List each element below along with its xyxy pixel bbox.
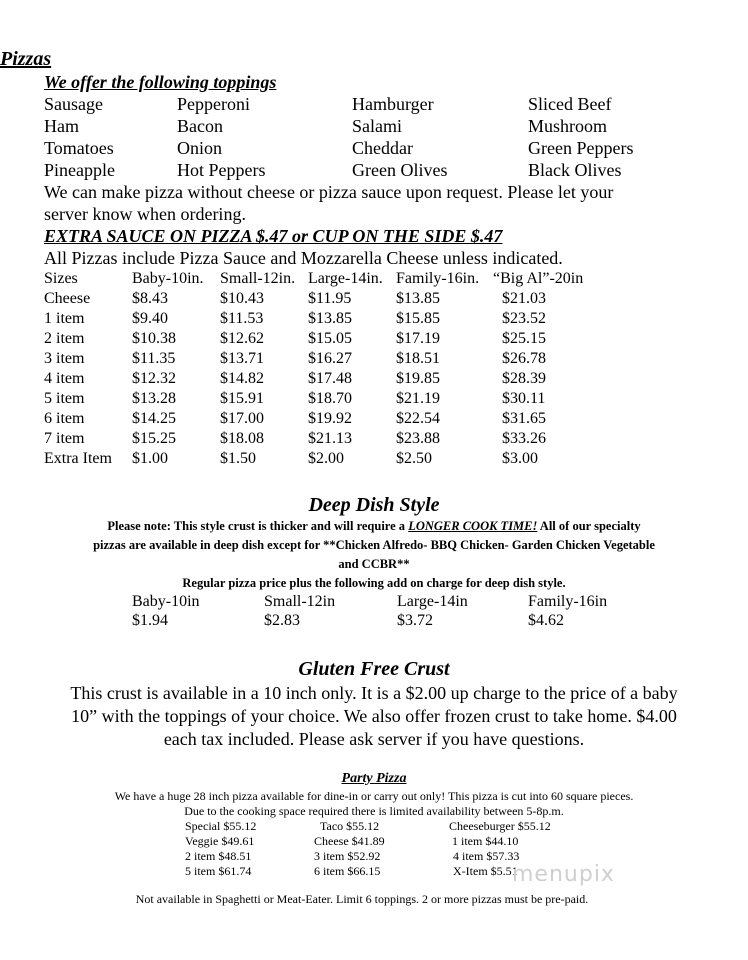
price-cell: $15.05 (308, 330, 352, 347)
deep-dish-note-3: and CCBR** (338, 557, 410, 571)
price-cell: $28.39 (502, 370, 546, 387)
party-item: 2 item $48.51 (185, 849, 252, 863)
price-cell: $25.15 (502, 330, 546, 347)
size-label: Family-16in (528, 593, 608, 610)
price-cell: $23.88 (396, 430, 440, 447)
party-item: 3 item $52.92 (314, 849, 381, 863)
price-cell: $1.94 (132, 612, 168, 629)
price-cell: $10.43 (220, 290, 264, 307)
price-cell: $11.95 (308, 290, 352, 307)
price-cell: $18.51 (396, 350, 440, 367)
price-cell: $23.52 (502, 310, 546, 327)
column-header: Family-16in. (396, 270, 480, 287)
menupix-watermark: menupix (512, 862, 615, 887)
price-cell: $18.70 (308, 390, 352, 407)
gluten-free-title: Gluten Free Crust (298, 658, 450, 680)
price-cell: $26.78 (502, 350, 546, 367)
price-cell: $31.65 (502, 410, 546, 427)
topping: Green Olives (352, 160, 448, 180)
topping: Tomatoes (44, 138, 114, 158)
party-item: 4 item $57.33 (453, 849, 520, 863)
row-label: 2 item (44, 330, 85, 347)
price-cell: $33.26 (502, 430, 546, 447)
party-pizza-title: Party Pizza (341, 771, 407, 786)
price-cell: $2.00 (308, 450, 344, 467)
price-cell: $12.32 (132, 370, 176, 387)
deep-dish-note-suffix: All of our specialty (537, 519, 641, 533)
toppings-heading: We offer the following toppings (44, 72, 277, 92)
topping: Cheddar (352, 138, 413, 158)
price-cell: $12.62 (220, 330, 264, 347)
price-cell: $3.00 (502, 450, 538, 467)
topping: Ham (44, 116, 79, 136)
extra-sauce-note: EXTRA SAUCE ON PIZZA $.47 or CUP ON THE SIDE $.47 (44, 226, 503, 246)
price-cell: $13.85 (396, 290, 440, 307)
deep-dish-note-2: pizzas are available in deep dish except for **Chicken Alfredo- BBQ Chicken- Garden Chicken Vegetable (93, 538, 655, 552)
topping: Pineapple (44, 160, 115, 180)
topping: Black Olives (528, 160, 622, 180)
deep-dish-note (0, 519, 748, 534)
party-item: 6 item $66.15 (314, 864, 381, 878)
row-label: Extra Item (44, 450, 112, 467)
price-cell: $9.40 (132, 310, 168, 327)
topping: Onion (177, 138, 222, 158)
price-cell: $13.28 (132, 390, 176, 407)
column-header: Baby-10in. (132, 270, 204, 287)
party-item: Cheese $41.89 (314, 834, 385, 848)
price-cell: $21.19 (396, 390, 440, 407)
party-pizza-text-2: Due to the cooking space required there is limited availability between 5-8p.m. (184, 804, 564, 818)
price-cell: $14.25 (132, 410, 176, 427)
price-cell: $21.13 (308, 430, 352, 447)
pizzas-title: Pizzas (0, 48, 52, 70)
size-label: Baby-10in (132, 593, 200, 610)
deep-dish-note-prefix: Please note: This style crust is thicker and will require a (107, 519, 409, 533)
price-cell: $11.53 (220, 310, 264, 327)
topping: Mushroom (528, 116, 608, 136)
no-cheese-note: We can make pizza without cheese or pizza sauce upon request. Please let your (44, 182, 614, 202)
party-item: Special $55.12 (185, 819, 257, 833)
row-label: 7 item (44, 430, 85, 447)
topping: Hamburger (352, 94, 434, 114)
column-header: Small-12in. (220, 270, 296, 287)
price-cell: $2.50 (396, 450, 432, 467)
row-label: 4 item (44, 370, 85, 387)
size-label: Large-14in (397, 593, 468, 610)
price-cell: $21.03 (502, 290, 546, 307)
gluten-free-text-2: 10” with the toppings of your choice. We also offer frozen crust to take home. $4.00 (71, 706, 677, 726)
party-item: 1 item $44.10 (449, 834, 519, 848)
price-cell: $1.00 (132, 450, 168, 467)
topping: Salami (352, 116, 402, 136)
price-cell: $15.25 (132, 430, 176, 447)
party-item: Cheeseburger $55.12 (449, 819, 551, 833)
price-cell: $3.72 (397, 612, 433, 629)
includes-note: All Pizzas include Pizza Sauce and Mozzarella Cheese unless indicated. (44, 248, 563, 268)
size-label: Small-12in (264, 593, 336, 610)
row-label: 3 item (44, 350, 85, 367)
column-header: Sizes (44, 270, 78, 287)
gluten-free-text-1: This crust is available in a 10 inch only. It is a $2.00 up charge to the price of a baby (70, 683, 678, 703)
column-header: Large-14in. (308, 270, 383, 287)
party-item: Veggie $49.61 (185, 834, 255, 848)
gluten-free-text-3: each tax included. Please ask server if you have questions. (163, 729, 585, 749)
price-cell: $16.27 (308, 350, 352, 367)
no-cheese-note-2: server know when ordering. (44, 204, 246, 224)
price-cell: $8.43 (132, 290, 168, 307)
price-cell: $14.82 (220, 370, 264, 387)
row-label: 5 item (44, 390, 85, 407)
price-cell: $11.35 (132, 350, 176, 367)
price-cell: $2.83 (264, 612, 300, 629)
price-cell: $10.38 (132, 330, 176, 347)
topping: Hot Peppers (177, 160, 266, 180)
party-pizza-footer: Not available in Spaghetti or Meat-Eater. Limit 6 toppings. 2 or more pizzas must be pre-paid. (135, 892, 589, 906)
row-label: 1 item (44, 310, 85, 327)
price-cell: $17.19 (396, 330, 440, 347)
price-cell: $13.85 (308, 310, 352, 327)
party-item: X-Item $5.51 (453, 864, 518, 878)
column-header: “Big Al”-20in (493, 270, 584, 287)
row-label: Cheese (44, 290, 91, 307)
party-item: Taco $55.12 (320, 819, 380, 833)
price-cell: $15.85 (396, 310, 440, 327)
longer-cook-time: LONGER COOK TIME! (408, 519, 538, 533)
topping: Bacon (177, 116, 223, 136)
price-cell: $17.00 (220, 410, 264, 427)
price-cell: $30.11 (502, 390, 546, 407)
topping: Pepperoni (177, 94, 250, 114)
topping: Green Peppers (528, 138, 634, 158)
price-cell: $18.08 (220, 430, 264, 447)
deep-dish-title: Deep Dish Style (308, 494, 440, 516)
price-cell: $22.54 (396, 410, 440, 427)
topping: Sliced Beef (528, 94, 612, 114)
price-cell: $19.85 (396, 370, 440, 387)
price-cell: $1.50 (220, 450, 256, 467)
deep-dish-addon-note: Regular pizza price plus the following add on charge for deep dish style. (182, 576, 566, 590)
party-pizza-text-1: We have a huge 28 inch pizza available for dine-in or carry out only! This pizza is cut into 60 square pieces. (114, 789, 634, 803)
price-cell: $4.62 (528, 612, 564, 629)
row-label: 6 item (44, 410, 85, 427)
topping: Sausage (44, 94, 103, 114)
price-cell: $15.91 (220, 390, 264, 407)
party-item: 5 item $61.74 (185, 864, 252, 878)
price-cell: $13.71 (220, 350, 264, 367)
price-cell: $19.92 (308, 410, 352, 427)
price-cell: $17.48 (308, 370, 352, 387)
